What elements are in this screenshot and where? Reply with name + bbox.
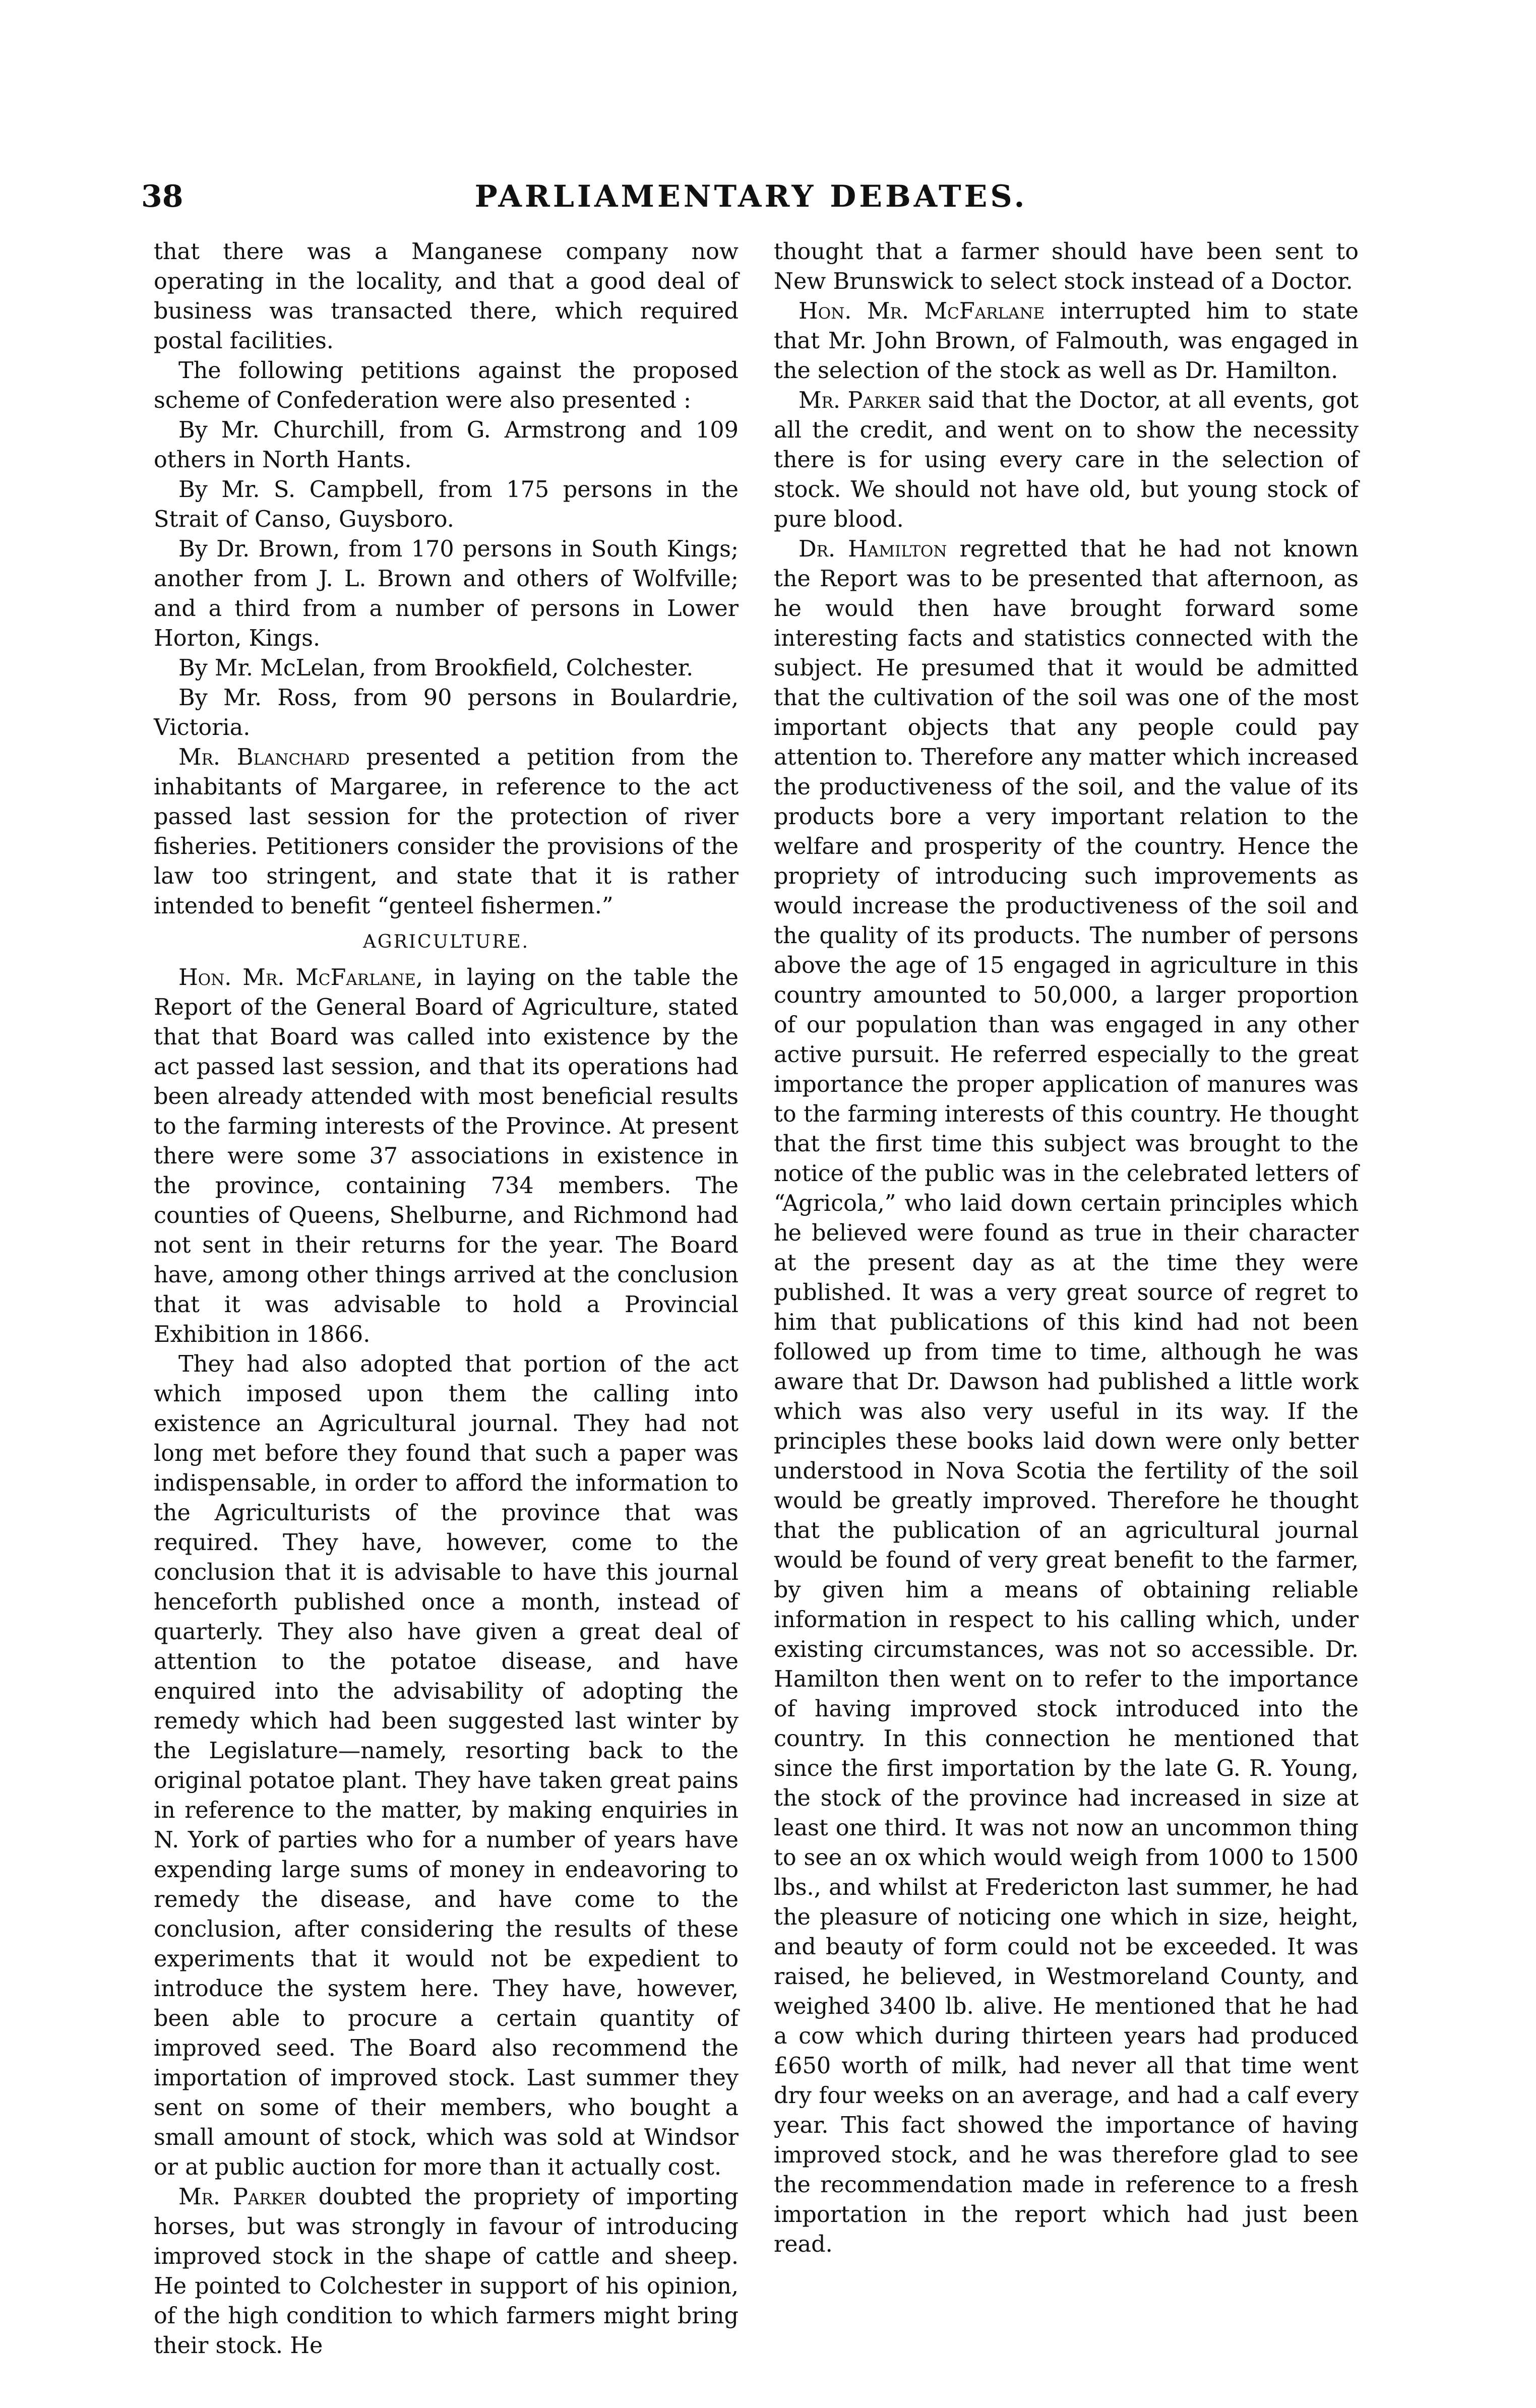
running-title: PARLIAMENTARY DEBATES. bbox=[474, 179, 1028, 214]
paragraph: thought that a farmer should have been sent to New Brunswick to select stock instead of a Doctor. bbox=[774, 239, 1359, 294]
paragraph: The following petitions against the proposed scheme of Confederation were also presented : bbox=[154, 358, 739, 413]
paragraph bbox=[774, 534, 1359, 2259]
paragraph: By Mr. S. Campbell, from 175 persons in the Strait of Canso, Guysboro. bbox=[154, 477, 739, 532]
paragraph: By Dr. Brown, from 170 persons in South Kings; another from J. L. Brown and others of Wolfville; and a third from a number of persons in Lower Horton, Kings. bbox=[154, 536, 739, 651]
paragraph: that there was a Manganese company now operating in the locality, and that a good deal of business was transacted there, which required postal facilities. bbox=[154, 239, 739, 354]
speaker-name: Hon. Mr. McFarlane bbox=[178, 965, 416, 991]
paragraph bbox=[154, 743, 739, 921]
page-header bbox=[141, 179, 1361, 224]
paragraph bbox=[154, 963, 739, 1349]
paragraph: They had also adopted that portion of the act which imposed upon them the calling into existence an Agricultural journal. They had not long met before they found that such a paper was indispensable, in order to afford the information to the Agriculturists of the province that was required. They have, however, come to the conclusion that it is advisable to have this journal henceforth published once a month, instead of quarterly. They also have given a great deal of attention to the potatoe disease, and have enquired into the advisability of adopting the remedy which had been suggested last winter by the Legislature—namely, resorting back to the original potatoe plant. They have taken great pains in reference to the matter, by making enquiries in N. York of parties who for a number of years have expending large sums of money in endeavoring to remedy the disease, and have come to the conclusion, after considering the results of these experiments that it would not be expedient to introduce the system here. They have, however, been able to procure a certain quantity of improved seed. The Board also recommend the importation of improved stock. Last summer they sent on some of their members, who bought a small amount of stock, which was sold at Windsor or at public auction for more than it actually cost. bbox=[154, 1351, 739, 2180]
paragraph: By Mr. McLelan, from Brookfield, Colchester. bbox=[178, 655, 694, 681]
paragraph bbox=[154, 2182, 739, 2361]
left-column bbox=[154, 237, 739, 2361]
paragraph-text: doubted the propriety of importing horses, but was strongly in favour of introducing improved stock in the shape of cattle and sheep. He pointed to Colchester in support of his opinion, of the high condition to which farmers might bring their stock. He bbox=[154, 2184, 739, 2359]
section-heading: AGRICULTURE. bbox=[362, 932, 530, 952]
speaker-name: Mr. Parker bbox=[798, 388, 921, 413]
paragraph bbox=[774, 296, 1359, 386]
right-column bbox=[774, 237, 1359, 2259]
speaker-name: Mr. Blanchard bbox=[178, 745, 350, 770]
paragraph: By Mr. Ross, from 90 persons in Boulardrie, Victoria. bbox=[154, 685, 739, 740]
paragraph-text: regretted that he had not known the Report was to be presented that afternoon, as he would then have brought forward some interesting facts and statistics connected with the subject. He presumed that it would be admitted that the cultivation of the soil was one of the most important objects that any people could pay attention to. Therefore any matter which increased the productiveness of the soil, and the value of its products bore a very important relation to the welfare and prosperity of the country. Hence the propriety of introducing such improvements as would increase the productiveness of the soil and the quality of its products. The number of persons above the age of 15 engaged in agriculture in this country amounted to 50,000, a larger proportion of our population than was engaged in any other active pursuit. He referred especially to the great importance the proper application of manures was to the farming interests of this country. He thought that the first time this subject was brought to the notice of the public was in the celebrated letters of “Agricola,” who laid down certain principles which he believed were found as true in their character at the present day as at the time they were published. It was a very great source of regret to him that publications of this kind had not been followed up from time to time, although he was aware that Dr. Dawson had published a little work which was also very useful in its way. If the principles these books laid down were only better understood in Nova Scotia the fertility of the soil would be greatly improved. Therefore he thought that the publication of an agricultural journal would be found of very great benefit to the farmer, by given him a means of obtaining reliable information in respect to his calling which, under existing circumstances, was not so accessible. Dr. Hamilton then went on to refer to the importance of having improved stock introduced into the country. In this connection he mentioned that since the first importation by the late G. R. Young, the stock of the province had increased in size at least one third. It was not now an uncommon thing to see an ox which would weigh from 1000 to 1500 lbs., and whilst at Fredericton last summer, he had the pleasure of noticing one which in size, height, and beauty of form could not be exceeded. It was raised, he believed, in Westmoreland County, and weighed 3400 lb. alive. He mentioned that he had a cow which during thirteen years had produced £650 worth of milk, had never all that time went dry four weeks on an average, and had a calf every year. This fact showed the importance of having improved stock, and he was therefore glad to see the recommendation made in reference to a fresh importation in the report which had just been read. bbox=[774, 536, 1359, 2257]
speaker-name: Hon. Mr. McFarlane bbox=[798, 298, 1045, 324]
page-number: 38 bbox=[141, 179, 183, 214]
speaker-name: Dr. Hamilton bbox=[798, 536, 947, 562]
paragraph-text: said that the Doctor, at all events, got all the credit, and went on to show the necessity there is for using every care in the selection of stock. We should not have old, but young stock of pure blood. bbox=[774, 388, 1359, 532]
paragraph bbox=[774, 386, 1359, 534]
paragraph: By Mr. Churchill, from G. Armstrong and 109 others in North Hants. bbox=[154, 417, 739, 473]
paragraph-text: , in laying on the table the Report of the General Board of Agriculture, stated that that Board was called into existence by the act passed last session, and that its operations had been already attended with most beneficial results to the farming interests of the Province. At present there were some 37 associations in existence in the province, containing 734 members. The counties of Queens, Shelburne, and Richmond had not sent in their returns for the year. The Board have, among other things arrived at the conclusion that it was advisable to hold a Provincial Exhibition in 1866. bbox=[154, 965, 739, 1347]
paragraph-text: interrupted him to state that Mr. John Brown, of Falmouth, was engaged in the selection of the stock as well as Dr. Hamilton. bbox=[774, 298, 1359, 384]
paragraph-text: presented a petition from the inhabitants of Margaree, in reference to the act passed last session for the protection of river fisheries. Petitioners consider the provisions of the law too stringent, and state that it is rather intended to benefit “genteel fishermen.” bbox=[154, 745, 739, 919]
speaker-name: Mr. Parker bbox=[178, 2184, 306, 2210]
